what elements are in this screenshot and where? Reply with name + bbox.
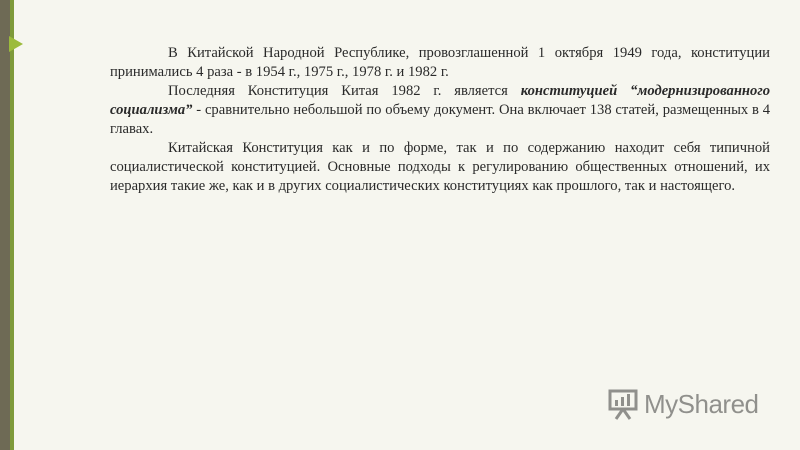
paragraph-2-end: - сравнительно небольшой по объему документ. Она включает 138 статей, размещенных в 4 главах. — [110, 102, 770, 137]
paragraph-3: Китайская Конституция как и по форме, так и по содержанию находит себя типичной социалистической конституцией. Основные подходы к регулированию общественных отношений, их иерархия такие же, как и в других социалистических конституциях как прошлого, так и настоящего. — [110, 140, 770, 194]
watermark-logo — [608, 386, 768, 422]
paragraph-2 — [110, 82, 770, 139]
paragraph-1: В Китайской Народной Республике, провозглашенной 1 октября 1949 года, конституции принимались 4 раза - в 1954 г., 1975 г., 1978 г. и 1982 г. — [110, 45, 770, 80]
arrow-bullet-icon — [9, 36, 23, 52]
left-accent-stripe — [10, 0, 14, 450]
slide-body — [110, 44, 770, 196]
paragraph-2-start: Последняя Конституция Китая 1982 г. является — [168, 83, 521, 99]
watermark-text: MyShared — [644, 388, 759, 419]
presentation-board-icon — [608, 388, 638, 420]
left-decorative-bar — [0, 0, 10, 450]
paragraph-2-emphasis: конституцией “модернизированного социализма” — [110, 83, 771, 118]
